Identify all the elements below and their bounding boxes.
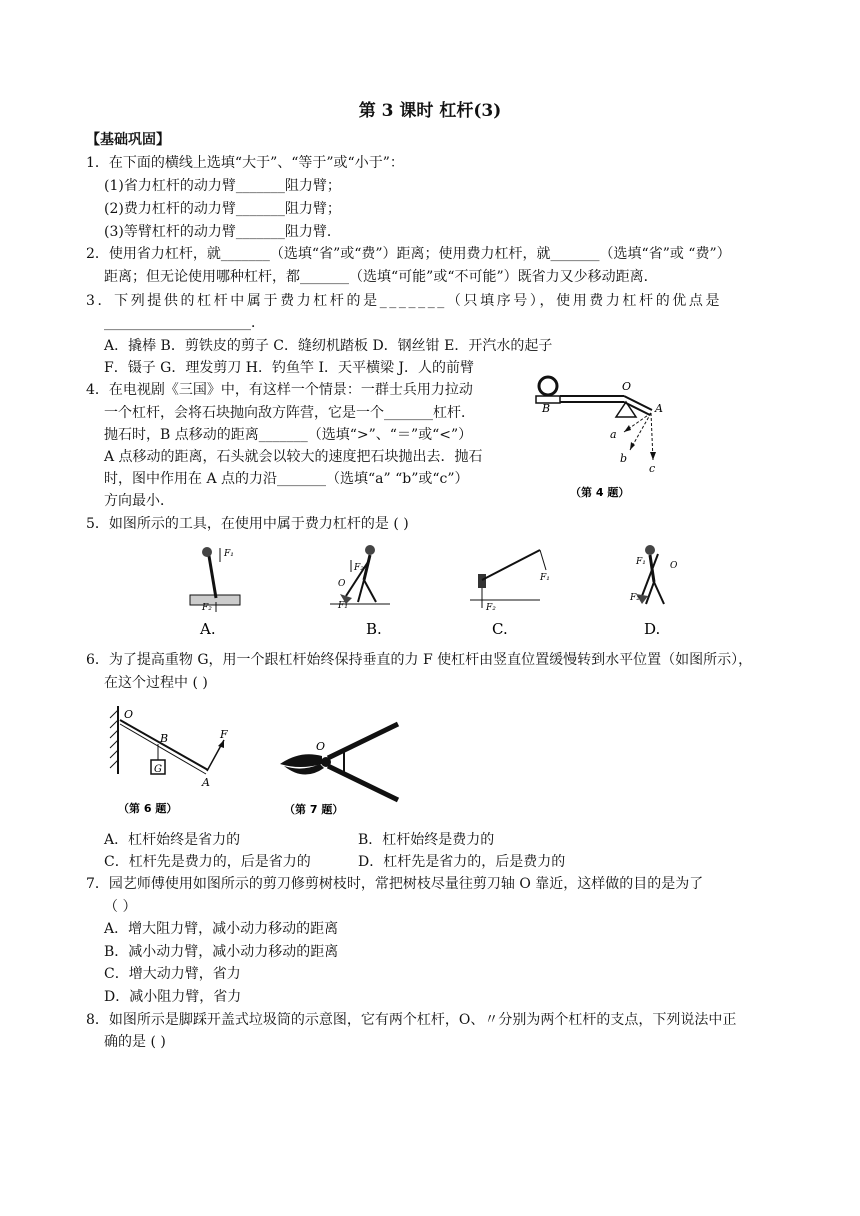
q1-item-3: (3)等臂杠杆的动力臂_______阻力臂． <box>104 224 341 240</box>
q6-figure-caption: （第 6 题） <box>118 802 178 815</box>
q1-item-1: (1)省力杠杆的动力臂_______阻力臂； <box>104 178 341 194</box>
q5-tools-figure <box>180 540 700 644</box>
q5-a-f2: F₂ <box>202 603 212 613</box>
q8-line-2: 确的是 ( ) <box>104 1034 166 1050</box>
q6-option-d: D．杠杆先是省力的，后是费力的 <box>358 854 566 870</box>
q6-option-a: A．杠杆始终是省力的 <box>104 832 241 848</box>
q4-line-2: 一个杠杆，会将石块抛向敌方阵营，它是一个_______杠杆． <box>104 405 475 421</box>
q4-line-5: 时，图中作用在 A 点的力沿_______（选填“a” “b”或“c”） <box>104 471 469 487</box>
q4-label-dir-b: b <box>620 452 628 465</box>
q4-label-o: O <box>622 380 632 393</box>
q6-label-b: B <box>160 732 169 745</box>
q5-tool-b <box>330 545 390 638</box>
q3-line-2: _____________________． <box>104 315 265 331</box>
section-heading: 【基础巩固】 <box>86 132 170 148</box>
q4-catapult-lever-figure <box>530 372 675 504</box>
q5-label-a: A. <box>200 620 216 638</box>
q1-stem: 1．在下面的横线上选填“大于”、“等于”或“小于”： <box>86 155 404 171</box>
q5-d-o: O <box>670 561 678 571</box>
q5-b-f2: F₂ <box>354 563 364 573</box>
q5-tool-c <box>470 550 550 638</box>
q4-line-4: A 点移动的距离，石头就会以较大的速度把石块抛出去．抛石 <box>104 449 483 465</box>
q2-line-1: 2．使用省力杠杆，就_______（选填“省”或“费”）距离；使用费力杠杆，就_______（选填“省”或 “费”） <box>86 246 731 262</box>
q6-lever-figure <box>104 702 246 820</box>
q5-d-f2: F₂ <box>630 593 640 603</box>
q6-label-g: G <box>154 764 162 775</box>
q7-option-b: B．减小动力臂，减小动力移动的距离 <box>104 944 339 960</box>
q4-label-a: A <box>655 402 663 415</box>
q4-label-b: B <box>542 402 551 415</box>
q2-line-2: 距离；但无论使用哪种杠杆，都_______（选填“可能”或“不可能”）既省力又少移动距离． <box>104 269 658 285</box>
q5-c-f2: F₂ <box>486 603 496 613</box>
q5-a-f1: F₁ <box>224 549 234 559</box>
q7-option-c: C．增大动力臂，省力 <box>104 966 241 982</box>
q6-option-b: B．杠杆始终是费力的 <box>358 832 495 848</box>
q5-b-o: O <box>338 579 346 589</box>
q7-label-o: O <box>316 740 326 753</box>
page-title: 第 3 课时 杠杆(3) <box>358 101 502 121</box>
q4-line-6: 方向最小． <box>104 493 174 509</box>
q6-line-2: 在这个过程中 ( ) <box>104 675 208 691</box>
q7-figure-caption: （第 7 题） <box>284 803 344 816</box>
q5-label-d: D. <box>644 620 661 638</box>
q6-label-o: O <box>124 708 134 721</box>
q6-label-f: F <box>220 728 228 741</box>
q5-tool-a <box>190 547 240 638</box>
q7-line-1: 7．园艺师傅使用如图所示的剪刀修剪树枝时，常把树枝尽量往剪刀轴 O 靠近，这样做的目的是为了 <box>86 876 704 892</box>
q5-d-f1: F₁ <box>636 557 646 567</box>
q6-option-c: C．杠杆先是费力的，后是省力的 <box>104 854 311 870</box>
q5-c-f1: F₁ <box>540 573 550 583</box>
q3-options-2: F．镊子 G．理发剪刀 H．钓鱼竿 I．天平横梁 J．人的前臂 <box>104 360 475 376</box>
q4-figure-caption: （第 4 题） <box>570 486 630 499</box>
q7-line-2: （ ） <box>104 899 137 915</box>
q5-stem: 5．如图所示的工具，在使用中属于费力杠杆的是 ( ) <box>86 516 409 532</box>
q3-line-1: 3．下列提供的杠杆中属于费力杠杆的是_______（只填序号），使用费力杠杆的优点是 <box>86 293 723 309</box>
q4-label-dir-c: c <box>649 462 656 475</box>
q7-option-d: D．减小阻力臂，省力 <box>104 989 242 1005</box>
q5-label-b: B. <box>366 620 382 638</box>
q8-line-1: 8．如图所示是脚踩开盖式垃圾筒的示意图，它有两个杠杆，O、〃分别为两个杠杆的支点，下列说法中正 <box>86 1012 737 1028</box>
q6-line-1: 6．为了提高重物 G，用一个跟杠杆始终保持垂直的力 F 使杠杆由竖直位置缓慢转到水平位置（如图所示）， <box>86 652 753 668</box>
q5-label-c: C. <box>492 620 508 638</box>
q4-line-1: 4．在电视剧《三国》中，有这样一个情景：一群士兵用力拉动 <box>86 382 473 398</box>
q3-options-1: A．撬棒 B．剪铁皮的剪子 C．缝纫机踏板 D．钢丝钳 E．开汽水的起子 <box>104 338 553 354</box>
q7-option-a: A．增大阻力臂，减小动力移动的距离 <box>104 921 339 937</box>
q4-line-3: 抛石时，B 点移动的距离_______（选填“>”、“＝”或“<”） <box>104 427 473 443</box>
q7-shears-figure <box>270 710 410 820</box>
q1-item-2: (2)费力杠杆的动力臂_______阻力臂； <box>104 201 341 217</box>
q4-label-dir-a: a <box>610 428 617 441</box>
q5-b-f1: F₁ <box>338 601 348 611</box>
q6-label-a: A <box>202 776 210 789</box>
q5-tool-d <box>629 545 678 638</box>
